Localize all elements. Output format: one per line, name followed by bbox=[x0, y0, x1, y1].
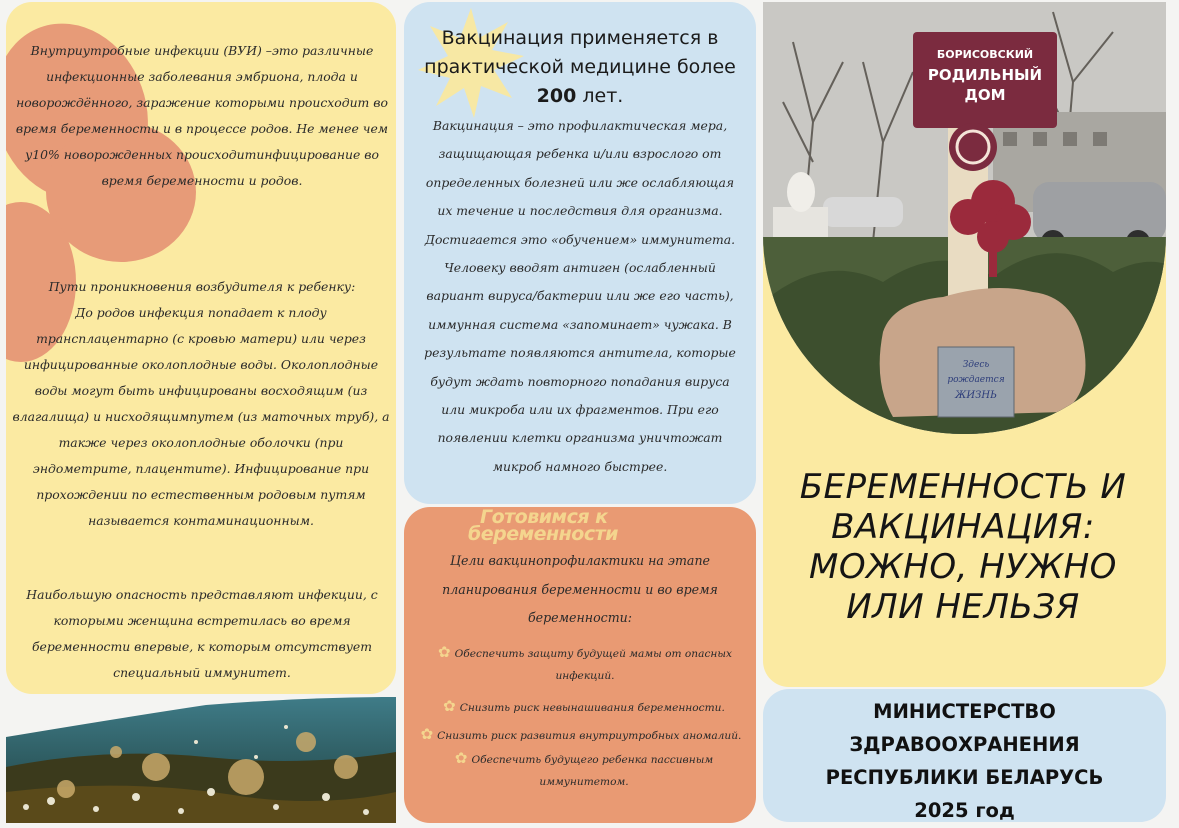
vui-intro-text: Внутриутробные инфекции (ВУИ) –это различные инфекционные заболевания эмбриона, плода и новорождённого, заражение которыми происходит во время беременности и в процессе родов. Не менее чем у10% новорожденных происходитинфицирование во время беременности и родов. bbox=[15, 43, 389, 188]
maternity-hospital-photo bbox=[763, 2, 1166, 434]
left-panel bbox=[6, 2, 396, 694]
ministry-text bbox=[763, 695, 1166, 822]
routes-heading: Пути проникновения возбудителя к ребенку: bbox=[48, 279, 356, 294]
ministry-panel bbox=[763, 689, 1166, 822]
ministry-line1: МИНИСТЕРСТВО bbox=[873, 700, 1056, 723]
ministry-year: 2025 год bbox=[914, 799, 1015, 822]
danger-text: Наибольшую опасность представляют инфекции, с которыми женщина встретилась во время беременности впервые, к которым отсутствует специальный иммунитет. bbox=[26, 587, 378, 680]
vaccination-headline bbox=[414, 24, 746, 111]
goals-intro: Цели вакцинопрофилактики на этапе планирования беременности и во время беременности: bbox=[442, 553, 718, 625]
hospital-photo-image bbox=[763, 2, 1166, 434]
vaccination-body: Вакцинация – это профилактическая мера, защищающая ребенка и/или взрослого от определенных болезней или же ослабляющая их течение и последствия для организма. Достигается это «обучением» иммунитета. Человеку вводят антиген (ослабленный вариант вируса/бактерии или же его часть), иммунная система «запоминает» чужака. В результате появляются антитела, которые будут ждать повторного попадания вируса или микроба или их фрагментов. При его появлении клетки организма уничтожат микроб намного быстрее. bbox=[424, 118, 736, 474]
preparing-title-line1: Готовимся к bbox=[480, 507, 608, 528]
flower-bullet-icon: ✿ bbox=[438, 643, 451, 661]
goal-item-text: Снизить риск развития внутриутробных аномалий. bbox=[437, 730, 742, 742]
goal-item bbox=[424, 695, 744, 719]
routes-text: До родов инфекция попадает к плоду трансплацентарно (с кровью матери) или через инфицированные околоплодные воды. Околоплодные воды могут быть инфицированы восходящим (из влагалища) и нисходящимпутем (из маточных труб), а также через околоплодные оболочки (при эндометрите, плацентите). Инфицирование при прохождении по естественным родовым путям называется контаминационным. bbox=[12, 305, 390, 528]
ministry-line3: РЕСПУБЛИКИ БЕЛАРУСЬ bbox=[825, 766, 1104, 789]
goal-item-text: Обеспечить будущего ребенка пассивным иммунитетом. bbox=[471, 754, 714, 788]
goal-item bbox=[444, 747, 724, 793]
sign-line1: БОРИСОВСКИЙ bbox=[936, 48, 1034, 61]
flower-bullet-icon: ✿ bbox=[420, 725, 434, 743]
headline-suffix: лет. bbox=[582, 85, 624, 107]
goal-item-text: Обеспечить защиту будущей мамы от опасных инфекций. bbox=[454, 648, 732, 682]
flower-bullet-icon: ✿ bbox=[443, 697, 456, 715]
flower-bullet-icon: ✿ bbox=[454, 749, 468, 767]
plaque-line1: Здесь bbox=[962, 360, 990, 370]
preparing-panel bbox=[404, 507, 756, 823]
brochure-title: БЕРЕМЕННОСТЬ И ВАКЦИНАЦИЯ: МОЖНО, НУЖНО ИЛИ НЕЛЬЗЯ bbox=[799, 467, 1127, 627]
headline-text: Вакцинация применяется в практической медицине более bbox=[424, 27, 736, 78]
microbes-image bbox=[6, 697, 396, 823]
plaque-line2: рождается bbox=[947, 375, 1005, 385]
sign-line3: ДОМ bbox=[964, 86, 1006, 104]
goal-item-text: Снизить риск невынашивания беременности. bbox=[459, 702, 725, 714]
sign-line2: РОДИЛЬНЫЙ bbox=[927, 66, 1043, 84]
microbes-illustration bbox=[6, 697, 396, 823]
preparing-title-line2: беременности bbox=[468, 523, 618, 545]
vaccination-panel bbox=[404, 2, 756, 504]
plaque-line3: ЖИЗНЬ bbox=[955, 390, 997, 401]
goal-item bbox=[408, 723, 754, 747]
ministry-line2: ЗДРАВООХРАНЕНИЯ bbox=[849, 733, 1080, 756]
preparing-title bbox=[468, 507, 618, 545]
headline-number: 200 bbox=[536, 85, 577, 107]
goal-item bbox=[418, 641, 752, 687]
